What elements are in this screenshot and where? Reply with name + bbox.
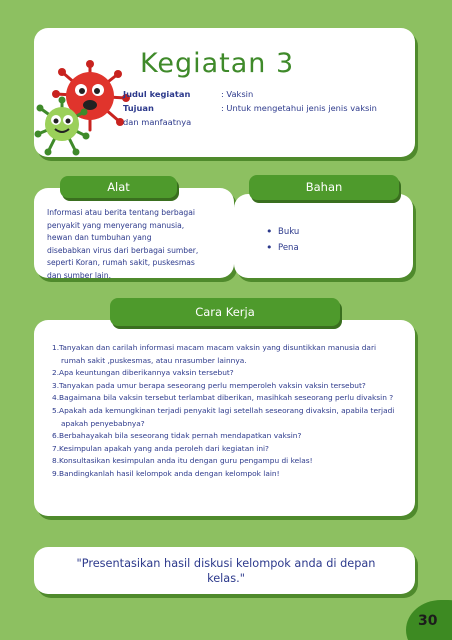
tujuan-label: Tujuan <box>123 103 154 113</box>
step-item: 3.Tanyakan pada umur berapa seseorang perlu memperoleh vaksin vaksin tersebut? <box>52 380 366 390</box>
cara-kerja-heading: Cara Kerja <box>110 298 340 326</box>
alat-description <box>47 207 222 283</box>
alat-line: seperti Koran, rumah sakit, puskesmas <box>47 258 195 268</box>
judul-label: Judul kegiatan <box>123 89 191 99</box>
alat-line: penyakit yang menyerang manusia, <box>47 220 185 230</box>
virus-illustration-icon <box>30 58 135 158</box>
step-item: 4.Bagaimana bila vaksin tersebut terlambat diberikan, masihkah seseorang perlu divaksin ? <box>52 393 394 403</box>
bahan-heading: Bahan <box>249 175 399 200</box>
step-item: 2.Apa keuntungan diberikannya vaksin tersebut? <box>52 368 234 378</box>
alat-heading: Alat <box>60 176 177 198</box>
bahan-list <box>266 224 299 256</box>
bahan-card <box>234 194 413 278</box>
page-number: 30 <box>418 613 438 629</box>
step-item: 5.Apakah ada kemungkinan terjadi penyakit lagi setellah seseorang divaksin, apabila terjadi apakah penyebabnya? <box>52 405 395 428</box>
step-item: 6.Berbahayakah bila seseorang tidak pernah mendapatkan vaksin? <box>52 431 302 441</box>
alat-line: dan sumber lain. <box>47 270 111 280</box>
alat-line: Informasi atau berita tentang berbagai <box>47 208 195 217</box>
list-item: • Pena <box>266 240 299 256</box>
judul-value: : Vaksin <box>221 89 254 99</box>
step-item: 1.Tanyakan dan carilah informasi macam macam vaksin yang disuntikkan manusia dari rumah sakit ,puskesmas, atau nrasumber lainnya. <box>52 343 377 365</box>
alat-line: disebabkan virus dari berbagai sumber, <box>47 245 199 255</box>
presentation-instruction: "Presentasikan hasil diskusi kelompok anda di depan kelas." <box>76 557 376 585</box>
step-item: 8.Konsultasikan kesimpulan anda itu dengan guru pengampu di kelas! <box>52 456 313 466</box>
page-title: Kegiatan 3 <box>140 48 295 79</box>
steps-list <box>52 342 402 481</box>
step-item: 9.Bandingkanlah hasil kelompok anda dengan kelompok lain! <box>52 468 280 478</box>
tujuan-value: : Untuk mengetahui jenis jenis vaksin <box>221 103 377 113</box>
alat-line: hewan dan tumbuhan yang <box>47 233 152 243</box>
list-item: • Buku <box>266 224 299 240</box>
step-item: 7.Kesimpulan apakah yang anda peroleh dari kegiatan ini? <box>52 443 269 453</box>
tujuan-continuation: dan manfaatnya <box>123 117 192 127</box>
